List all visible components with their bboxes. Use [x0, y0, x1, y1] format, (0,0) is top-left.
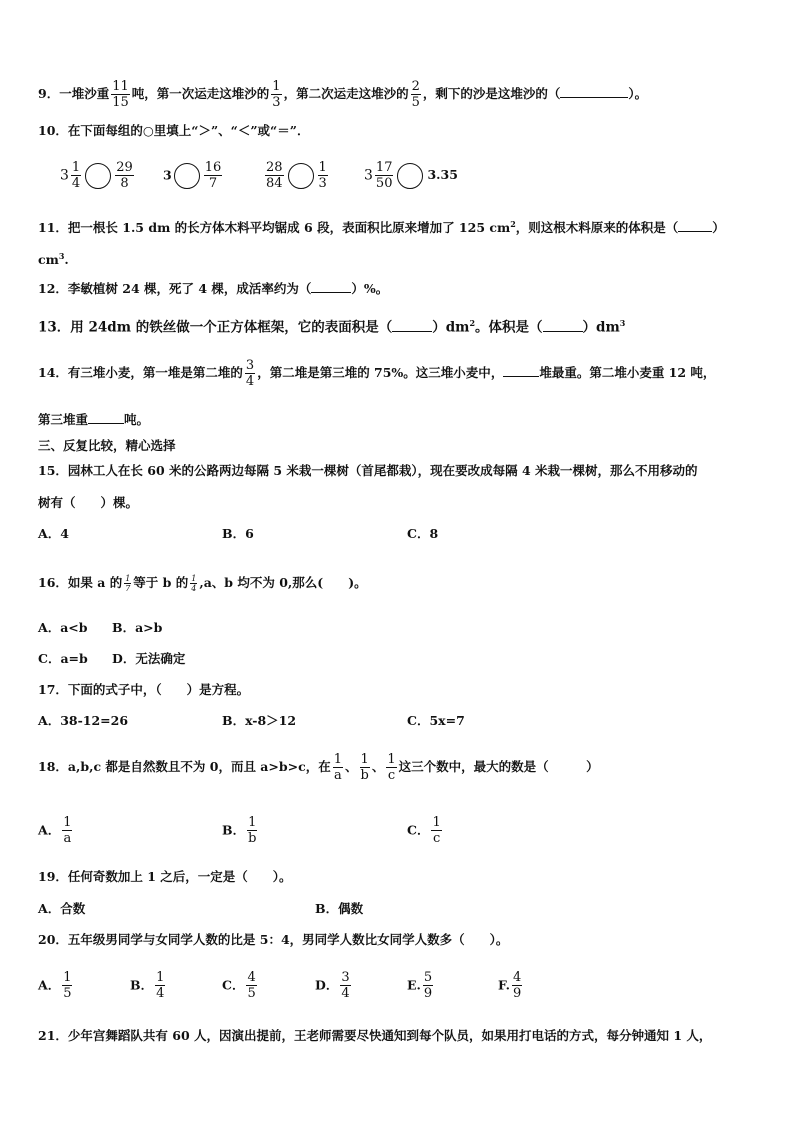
fraction: $\frac{1}{c}$ [432, 815, 441, 846]
option-b[interactable]: B．x-8＞12 [222, 713, 297, 728]
compare-item-4: 3 $\frac{17}{50}$ 3.35 [364, 160, 458, 191]
option-a[interactable]: A． $\frac{1}{a}$ [38, 815, 72, 846]
option-d[interactable]: D．无法确定 [112, 651, 186, 666]
fraction: $\frac{1}{4}$ [71, 160, 81, 191]
option-a[interactable]: A．a<b [38, 620, 88, 635]
question-18: 18．a,b,c 都是自然数且不为 0，而且 a>b>c，在 $\frac{1}{a}$ 、 $\frac{1}{b}$ 、 $\frac{1}{c}$ 这三个数中，最大的数是（ ） [38, 752, 599, 783]
fraction: $\frac{11}{15}$ [112, 79, 129, 110]
option-d[interactable]: D． $\frac{3}{4}$ [315, 970, 350, 1001]
option-e[interactable]: E. $\frac{5}{9}$ [407, 970, 433, 1001]
fraction: $\frac{2}{5}$ [411, 79, 420, 110]
fraction: $\frac{28}{84}$ [266, 160, 283, 191]
fraction: $\frac{1}{a}$ [63, 815, 72, 846]
option-b[interactable]: B．a>b [112, 620, 163, 635]
fraction: $\frac{1}{a}$ [333, 752, 342, 783]
fraction: $\frac{1}{b}$ [248, 815, 257, 846]
fraction: $\frac{17}{50}$ [375, 160, 393, 191]
option-a[interactable]: A． $\frac{1}{5}$ [38, 970, 72, 1001]
section-heading: 三、反复比较，精心选择 [38, 438, 176, 453]
question-14: 14．有三堆小麦，第一堆是第二堆的 $\frac{3}{4}$ ，第二堆是第三堆的 75%。这三堆小麦中， 堆最重。第二堆小麦重 12 吨， [38, 358, 716, 389]
answer-blank[interactable] [392, 331, 432, 332]
answer-blank[interactable] [503, 376, 539, 377]
option-c[interactable]: C．5x=7 [407, 713, 465, 728]
question-14-line2: 第三堆重 吨。 [38, 412, 150, 427]
answer-blank[interactable] [560, 97, 628, 98]
option-c[interactable]: C． $\frac{1}{c}$ [407, 815, 441, 846]
option-c[interactable]: C．8 [407, 526, 439, 541]
question-16: 16．如果 a 的 $\frac{1}{7}$ 等于 b 的 $\frac{1}{4}$ ,a、b 均不为 0,那么( )。 [38, 574, 367, 593]
option-a[interactable]: A．38-12=26 [38, 713, 129, 728]
question-19: 19．任何奇数加上 1 之后，一定是（ ）。 [38, 869, 292, 884]
compare-circle[interactable] [288, 163, 314, 189]
compare-circle[interactable] [174, 163, 200, 189]
question-15: 15．园林工人在长 60 米的公路两边每隔 5 米栽一棵树（首尾都栽），现在要改成每隔 4 米栽一棵树，那么不用移动的 [38, 463, 698, 478]
option-a[interactable]: A．4 [38, 526, 69, 541]
fraction: $\frac{1}{7}$ [125, 574, 131, 593]
option-b[interactable]: B．6 [222, 526, 254, 541]
option-a[interactable]: A．合数 [38, 901, 86, 916]
compare-item-3 [263, 160, 330, 191]
question-12: 12．李敏植树 24 棵，死了 4 棵，成活率约为（ ）%。 [38, 281, 389, 296]
option-b[interactable]: B． $\frac{1}{b}$ [222, 815, 257, 846]
fraction: $\frac{1}{3}$ [318, 160, 327, 191]
fraction: $\frac{1}{b}$ [360, 752, 369, 783]
question-11-unit: $cm^3$. [38, 251, 69, 268]
answer-blank[interactable] [88, 423, 124, 424]
fraction: $\frac{16}{7}$ [204, 160, 222, 191]
question-20: 20．五年级男同学与女同学人数的比是 5：4，男同学人数比女同学人数多（ ）。 [38, 932, 509, 947]
question-10: 10．在下面每组的○里填上“＞”、“＜”或“＝”． [38, 123, 310, 138]
compare-item-2: 3 $\frac{16}{7}$ [163, 160, 222, 191]
question-11: 11．把一根长 1.5 dm 的长方体木料平均锯成 6 段，表面积比原来增加了 125 $cm^2$，则这根木料原来的体积是（ ） [38, 219, 725, 236]
compare-circle[interactable] [85, 163, 111, 189]
fraction: $\frac{1}{3}$ [272, 79, 281, 110]
question-17: 17．下面的式子中，（ ）是方程。 [38, 682, 250, 697]
fraction: $\frac{29}{8}$ [116, 160, 133, 191]
question-15-line2: 树有（ ）棵。 [38, 495, 139, 510]
compare-circle[interactable] [397, 163, 423, 189]
answer-blank[interactable] [543, 331, 583, 332]
fraction: $\frac{1}{4}$ [191, 574, 197, 593]
option-c[interactable]: C． $\frac{4}{5}$ [222, 970, 256, 1001]
answer-blank[interactable] [678, 231, 712, 232]
compare-item-1: 3 $\frac{1}{4}$ $\frac{29}{8}$ [60, 160, 133, 191]
question-21: 21．少年宫舞蹈队共有 60 人，因演出提前，王老师需要尽快通知到每个队员，如果用打电话的方式，每分钟通知 1 人， [38, 1028, 712, 1043]
question-9: 9．一堆沙重 $\frac{11}{15}$ 吨，第一次运走这堆沙的 $\frac{1}{3}$ ，第二次运走这堆沙的 $\frac{2}{5}$ ，剩下的沙是这堆沙的（ ）。 [38, 79, 648, 110]
option-b[interactable]: B．偶数 [315, 901, 364, 916]
option-b[interactable]: B． $\frac{1}{4}$ [130, 970, 165, 1001]
answer-blank[interactable] [311, 292, 351, 293]
option-f[interactable]: F. $\frac{4}{9}$ [498, 970, 522, 1001]
fraction: $\frac{3}{4}$ [245, 358, 255, 389]
option-c[interactable]: C．a=b [38, 651, 88, 666]
fraction: $\frac{1}{c}$ [387, 752, 396, 783]
question-13: 13．用 24dm 的铁丝做一个正方体框架，它的表面积是（ ）$dm^2$。体积是（ ）$dm^3$ [38, 318, 626, 336]
